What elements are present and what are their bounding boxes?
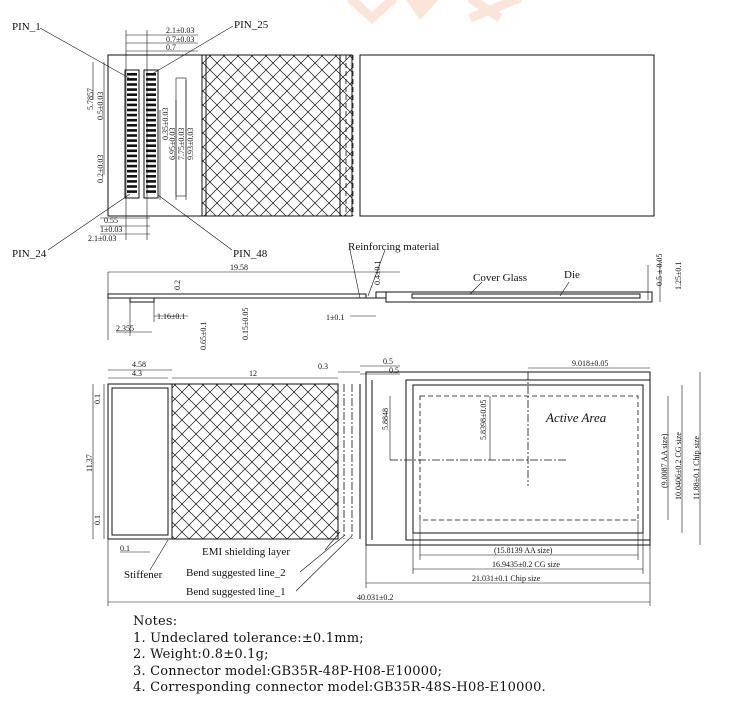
connector-pin: [146, 180, 156, 183]
note-item: 3. Connector model:GB35R-48P-H08-E10000;: [133, 663, 443, 679]
connector-pin: [127, 190, 137, 193]
connector-pin: [146, 155, 156, 158]
connector-pin: [127, 155, 137, 158]
dim-1: 1±0.03: [100, 225, 123, 234]
dim-0-7: 0.7: [166, 43, 176, 52]
dim-5-7857: 5.7857: [86, 88, 95, 110]
note-item: 4. Corresponding connector model:GB35R-48S-H08-E10000.: [133, 680, 546, 695]
connector-pin: [127, 129, 137, 132]
dim-9-93: 9.93±0.03: [186, 127, 195, 160]
hatched-tail-region: [202, 55, 352, 216]
dim-0-3: 0.3: [318, 362, 328, 371]
dim-9-018: 9.018±0.05: [572, 359, 609, 368]
dim-2-1: 2.1±0.03: [166, 26, 195, 35]
connector-pin: [127, 83, 137, 86]
connector-pin: [127, 119, 137, 122]
dim-5-8398: 5.8398±0.05: [479, 399, 488, 440]
dim-0-5-b: 0.5: [389, 366, 399, 375]
connector-pin: [127, 78, 137, 81]
bend-line-2-label: Bend suggested line_2: [186, 567, 286, 579]
bend-line-1-label: Bend suggested line_1: [186, 586, 286, 598]
connector-pin: [146, 170, 156, 173]
dim-1-side: 1±0.1: [326, 313, 345, 322]
pin-25-label: PIN_25: [234, 19, 269, 31]
connector-pin: [146, 88, 156, 91]
connector-pin: [127, 124, 137, 127]
dim-0-7-tol: 0.7±0.03: [166, 35, 195, 44]
dim-4-58: 4.58: [132, 360, 146, 369]
connector-pin: [127, 170, 137, 173]
stiffener-label: Stiffener: [124, 569, 163, 581]
aa-height: (9.0087 AA size): [660, 433, 669, 488]
dim-1-25: 1.25±0.1: [674, 261, 683, 290]
chip-height: 11.88±0.1 Chip size: [692, 435, 701, 500]
connector-pin: [127, 185, 137, 188]
dim-0-1-b: 0.1: [93, 515, 102, 525]
connector-pin: [127, 88, 137, 91]
dim-7-75: 7.75±0.03: [177, 127, 186, 160]
connector-pin: [146, 104, 156, 107]
cg-height: 10.0406±0.2 CG size: [674, 432, 683, 500]
dim-0-1-c: 0.1: [120, 544, 130, 553]
stiffener: [108, 384, 172, 539]
connector-pin: [127, 144, 137, 147]
connector-pin: [127, 150, 137, 153]
connector-pin: [127, 99, 137, 102]
pin-1-label: PIN_1: [12, 21, 41, 33]
connector-pin: [127, 180, 137, 183]
dim-4-3: 4.3: [132, 369, 142, 378]
connector-pin: [127, 175, 137, 178]
dim-0-1-a: 0.1: [93, 394, 102, 404]
panel-body-top: [360, 55, 654, 216]
connector-pin: [146, 73, 156, 76]
dim-11-37: 11.37: [85, 454, 94, 472]
connector-pin: [146, 119, 156, 122]
watermark-logo: [350, 0, 520, 20]
dim-0-5-side: 0.5 ± 0.05: [655, 253, 664, 286]
connector-pin: [127, 73, 137, 76]
connector-pin: [127, 104, 137, 107]
connector-pin: [146, 109, 156, 112]
dim-1-16: 1.16±0.1: [157, 312, 186, 321]
connector-pin: [127, 134, 137, 137]
connector-pin: [146, 175, 156, 178]
connector-pin: [146, 185, 156, 188]
emi-label: EMI shielding layer: [202, 546, 290, 558]
dim-19-58: 19.58: [230, 263, 248, 272]
dim-0-65: 0.65±0.1: [199, 321, 208, 350]
connector-pin: [127, 160, 137, 163]
connector-pin: [146, 134, 156, 137]
connector-pin: [127, 114, 137, 117]
dim-0-15: 0.15±0.05: [241, 307, 250, 340]
dim-2-355: 2.355: [116, 324, 134, 333]
dim-6-95: 6.95±0.03: [168, 127, 177, 160]
dim-0-2: 0.2±0.03: [96, 154, 105, 183]
cover-glass-label: Cover Glass: [473, 272, 528, 284]
connector-pin: [146, 190, 156, 193]
cg-width: 16.9435±0.2 CG size: [492, 560, 560, 569]
pin-24-label: PIN_24: [12, 248, 47, 260]
connector-pin: [146, 99, 156, 102]
connector-pin: [146, 129, 156, 132]
pin-48-label: PIN_48: [233, 248, 268, 260]
notes-title: Notes:: [133, 614, 178, 629]
connector-pin: [146, 114, 156, 117]
connector-pin: [127, 139, 137, 142]
connector-pin: [146, 144, 156, 147]
die-side: [412, 294, 640, 298]
dim-5-8848: 5.8848: [381, 408, 390, 430]
connector-pin: [146, 165, 156, 168]
die-label: Die: [564, 269, 580, 281]
chip-outline: [366, 372, 650, 545]
emi-shield-region: [172, 384, 338, 539]
connector-pins: [127, 73, 156, 193]
dim-2-1-bottom: 2.1±0.03: [88, 234, 117, 243]
connector-pin: [127, 165, 137, 168]
dim-0-5-a: 0.5: [383, 357, 393, 366]
dim-0-55: 0.55: [104, 216, 118, 225]
dim-12: 12: [249, 369, 257, 378]
side-view: [108, 241, 683, 350]
chip-width: 21.031±0.1 Chip size: [472, 574, 541, 583]
reinforcing-material-label: Reinforcing material: [348, 241, 440, 253]
dim-0-35: 0.35±0.03: [161, 107, 170, 140]
notes-block: [133, 614, 546, 697]
connector-pin: [127, 109, 137, 112]
dim-0-5: 0.5±0.03: [96, 91, 105, 120]
top-view: [12, 19, 654, 260]
dim-0-4: 0.4±0.1: [373, 260, 382, 285]
connector-pin: [146, 83, 156, 86]
bottom-view: [85, 357, 701, 606]
connector-pin: [146, 150, 156, 153]
aa-width: (15.8139 AA size): [494, 546, 553, 555]
active-area-label: Active Area: [546, 410, 607, 425]
note-item: 1. Undeclared tolerance:±0.1mm;: [133, 630, 364, 646]
connector-pin: [127, 93, 137, 96]
dim-40-031: 40.031±0.2: [357, 593, 394, 602]
note-item: 2. Weight:0.8±0.1g;: [133, 647, 269, 662]
connector-pin: [146, 78, 156, 81]
connector-pin: [146, 124, 156, 127]
connector-pin: [146, 139, 156, 142]
dim-0-2-side: 0.2: [173, 280, 182, 290]
connector-pin: [146, 160, 156, 163]
connector-pin: [146, 93, 156, 96]
